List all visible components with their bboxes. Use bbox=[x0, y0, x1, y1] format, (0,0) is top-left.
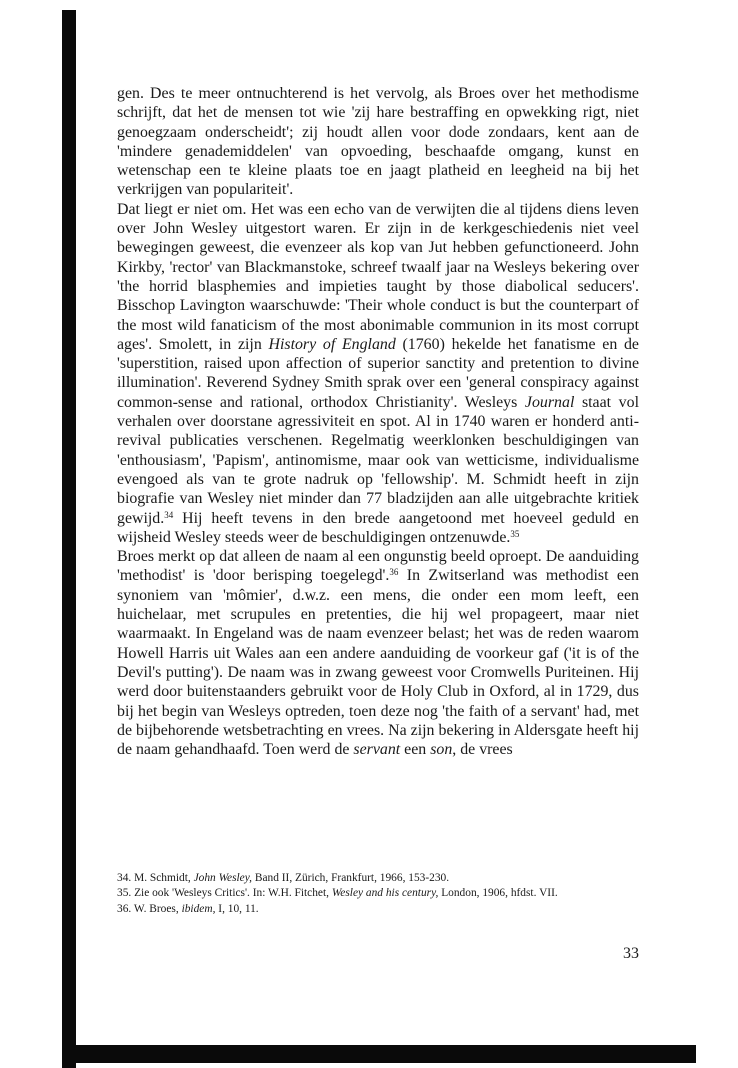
paragraph bbox=[117, 84, 639, 200]
footnote bbox=[117, 902, 639, 917]
paragraph bbox=[117, 200, 639, 547]
text-run: 34. M. Schmidt, bbox=[117, 872, 194, 884]
footnotes bbox=[117, 871, 639, 917]
footnote bbox=[117, 871, 639, 886]
text-run: 35. Zie ook 'Wesleys Critics'. In: W.H. Fitchet, bbox=[117, 887, 332, 900]
text-run: History of England bbox=[268, 335, 396, 353]
scan-border-left bbox=[62, 10, 76, 1068]
body-text bbox=[117, 84, 639, 759]
text-run: London, 1906, hfdst. VII. bbox=[438, 887, 558, 900]
text-run: 36. W. Broes, bbox=[117, 902, 182, 915]
text-run: Hij heeft tevens in den brede aangetoond met hoeveel geduld en wijsheid Wesley steeds weer de beschuldigingen ontzenuwde. bbox=[117, 509, 639, 546]
scan-border-bottom bbox=[62, 1045, 696, 1063]
text-run: Wesley and his century, bbox=[331, 887, 439, 900]
text-run: een bbox=[400, 741, 431, 759]
text-run: John Wesley, bbox=[193, 872, 252, 884]
text-run: Band II, Zürich, Frankfurt, 1966, 153-230. bbox=[252, 872, 450, 884]
text-run: staat vol verhalen over doorstane agressiviteit en spot. Al in 1740 waren er honderd anti-revival publicaties verschenen. Regelmatig weerklonken beschuldigingen van 'enthousiasm', 'Papism', antinomisme, maar ook van wetticisme, individualisme evengoed als van te grote nadruk op 'fellowship'. M. Schmidt heeft in zijn biografie van Wesley niet minder dan 77 bladzijden aan alle uitgebrachte kritiek gewijd. bbox=[117, 393, 639, 527]
text-run: son bbox=[430, 741, 453, 759]
footnote-ref: 35 bbox=[510, 528, 520, 539]
paragraph bbox=[117, 547, 639, 759]
text-run: (1760) hekelde het fanatisme en de 'superstition, raised upon affection of superior sanctity and pretention to divine illumination'. Reverend Sydney Smith sprak over een 'general conspiracy against common-sense and rational, orthodox Christianity'. Wesleys bbox=[117, 335, 639, 411]
text-run: ibidem, bbox=[181, 902, 216, 915]
footnote-ref: 36 bbox=[389, 567, 399, 578]
text-run: gen. Des te meer ontnuchterend is het vervolg, als Broes over het methodisme schrijft, dat het de mensen tot wie 'zij hare bestraffing en opwekking rigt, niet genoegzaam onderscheidt'; zij houdt allen voor dode zondaars, kent aan de 'mindere genademiddelen' van opvoeding, beschaafde omgang, kunst en wetenschap een te kleine plaats toe en jaagt platheid en leegheid na bij het verkrijgen van populariteit'. bbox=[117, 85, 639, 199]
text-run: I, 10, 11. bbox=[215, 902, 259, 915]
text-run: Journal bbox=[524, 393, 575, 411]
footnote bbox=[117, 886, 639, 901]
page-number: 33 bbox=[623, 945, 639, 962]
text-run: servant bbox=[353, 741, 401, 759]
text-run: Broes merkt op dat alleen de naam al een ongunstig beeld oproept. De aanduiding 'methodist' is 'door berisping toegelegd'. bbox=[117, 548, 639, 585]
text-run: Dat liegt er niet om. Het was een echo van de verwijten die al tijdens diens leven over John Wesley uitgestort waren. Er zijn in de kerkgeschiedenis niet veel bewegingen geweest, die evenzeer als kop van Jut hebben gefunctioneerd. John Kirkby, 'rector' van Blackmanstoke, schreef twaalf jaar na Wesleys bekering over 'the horrid blasphemies and impieties taught by those diabolical seducers'. Bisschop Lavington waarschuwde: 'Their whole conduct is but the counterpart of the most wild fanaticism of the most abonimable communion in its most corrupt ages'. Smolett, in zijn bbox=[117, 200, 639, 353]
text-run: , de vrees bbox=[452, 741, 513, 759]
text-run: In Zwitserland was methodist een synoniem van 'mômier', d.w.z. een mens, die onder een mom leeft, een huichelaar, met scrupules en pretenties, die hij wel propageert, maar niet waarmaakt. In Engeland was de naam evenzeer belast; het was de reden waarom Howell Harris uit Wales aan een andere aanduiding de voorkeur gaf ('it is of the Devil's putting'). De naam was in zwang geweest voor Cromwells Puriteinen. Hij werd door buitenstaanders gebruikt voor de Holy Club in Oxford, al in 1729, dus bij het begin van Wesleys optreden, toen deze nog 'the faith of a servant' had, met de bijbehorende wetsbetrachting en vrees. Na zijn bekering in Aldersgate heeft hij de naam gehandhaafd. Toen werd de bbox=[117, 567, 639, 759]
footnote-ref: 34 bbox=[164, 509, 174, 520]
